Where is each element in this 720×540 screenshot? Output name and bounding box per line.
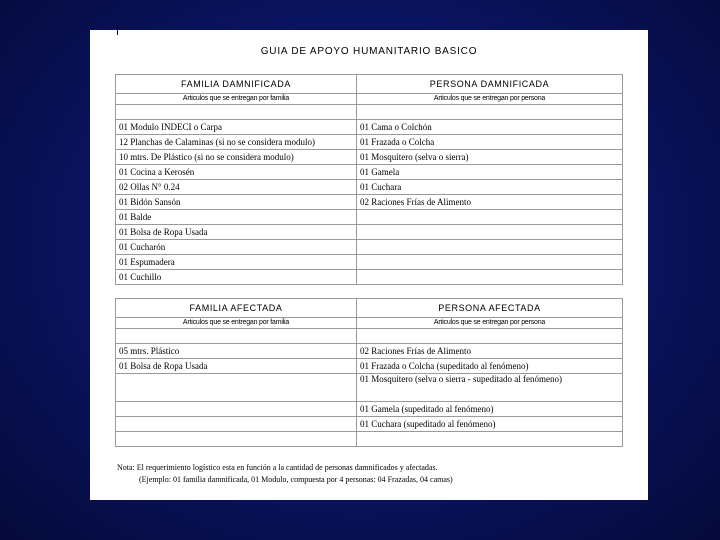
person-item: [357, 240, 623, 255]
table-row: [116, 210, 623, 225]
table-row: [116, 165, 623, 180]
family-item: 01 Modulo INDECI o Carpa: [116, 120, 357, 135]
family-item: 01 Cucharón: [116, 240, 357, 255]
person-item: [357, 105, 623, 120]
family-item: 01 Cuchillo: [116, 270, 357, 285]
afectada-table: [115, 298, 623, 447]
family-item: 01 Espumadera: [116, 255, 357, 270]
person-item: [357, 329, 623, 344]
family-item: [116, 105, 357, 120]
familia-subheader: Articulos que se entregan por familia: [116, 94, 357, 105]
person-item: 01 Cuchara (supeditado al fenómeno): [357, 417, 623, 432]
cursor-mark: [117, 27, 118, 35]
family-item: 10 mtrs. De Plástico (si no se considera modulo): [116, 150, 357, 165]
table-row: [116, 270, 623, 285]
person-item: 01 Frazada o Colcha (supeditado al fenómeno): [357, 359, 623, 374]
document-page: [90, 30, 648, 500]
familia-subheader: Articulos que se entregan por familia: [116, 318, 357, 329]
table-row: [116, 135, 623, 150]
family-item: [116, 417, 357, 432]
table-row: [116, 180, 623, 195]
familia-afectada-header: FAMILIA AFECTADA: [116, 299, 357, 318]
footnote: [117, 462, 627, 486]
table-row: [116, 150, 623, 165]
family-item: [116, 329, 357, 344]
persona-afectada-header: PERSONA AFECTADA: [357, 299, 623, 318]
person-item: 02 Raciones Frías de Alimento: [357, 344, 623, 359]
table-row: [116, 195, 623, 210]
family-item: 01 Cocina a Kerosén: [116, 165, 357, 180]
persona-damnificada-header: PERSONA DAMNIFICADA: [357, 75, 623, 94]
persona-subheader: Articulos que se entregan por persona: [357, 94, 623, 105]
table-row: [116, 255, 623, 270]
family-item: 12 Planchas de Calaminas (si no se considera modulo): [116, 135, 357, 150]
family-item: 01 Bolsa de Ropa Usada: [116, 225, 357, 240]
person-item: 01 Cuchara: [357, 180, 623, 195]
table-row: [116, 374, 623, 402]
table-row: [116, 432, 623, 447]
person-item: 01 Mosquitero (selva o sierra - supeditado al fenómeno): [357, 374, 623, 402]
person-item: [357, 210, 623, 225]
person-item: [357, 225, 623, 240]
person-item: [357, 270, 623, 285]
table-row: [116, 344, 623, 359]
person-item: 02 Raciones Frías de Alimento: [357, 195, 623, 210]
table-row: [116, 240, 623, 255]
table-row: [116, 225, 623, 240]
page-title: GUIA DE APOYO HUMANITARIO BASICO: [260, 46, 478, 57]
family-item: 02 Ollas N° 0.24: [116, 180, 357, 195]
table-row: [116, 329, 623, 344]
table-row: [116, 417, 623, 432]
family-item: 01 Bidón Sansón: [116, 195, 357, 210]
family-item: [116, 402, 357, 417]
note-line-1: Nota: El requerimiento logístico esta en función a la cantidad de personas damnificados y afectadas.: [117, 463, 438, 472]
family-item: 05 mtrs. Plástico: [116, 344, 357, 359]
person-item: 01 Gamela: [357, 165, 623, 180]
note-line-2: (Ejemplo: 01 familia damnificada, 01 Modulo, compuesta por 4 personas: 04 Frazadas, 04 camas): [139, 475, 453, 484]
table-row: [116, 105, 623, 120]
person-item: 01 Cama o Colchón: [357, 120, 623, 135]
person-item: [357, 255, 623, 270]
person-item: [357, 432, 623, 447]
family-item: [116, 432, 357, 447]
table-row: [116, 359, 623, 374]
persona-subheader: Articulos que se entregan por persona: [357, 318, 623, 329]
table-row: [116, 120, 623, 135]
family-item: 01 Balde: [116, 210, 357, 225]
person-item: 01 Mosquitero (selva o sierra): [357, 150, 623, 165]
family-item: 01 Bolsa de Ropa Usada: [116, 359, 357, 374]
person-item: 01 Gamela (supeditado al fenómeno): [357, 402, 623, 417]
family-item: [116, 374, 357, 402]
person-item: 01 Frazada o Colcha: [357, 135, 623, 150]
familia-damnificada-header: FAMILIA DAMNIFICADA: [116, 75, 357, 94]
damnificada-table: [115, 74, 623, 285]
table-row: [116, 402, 623, 417]
